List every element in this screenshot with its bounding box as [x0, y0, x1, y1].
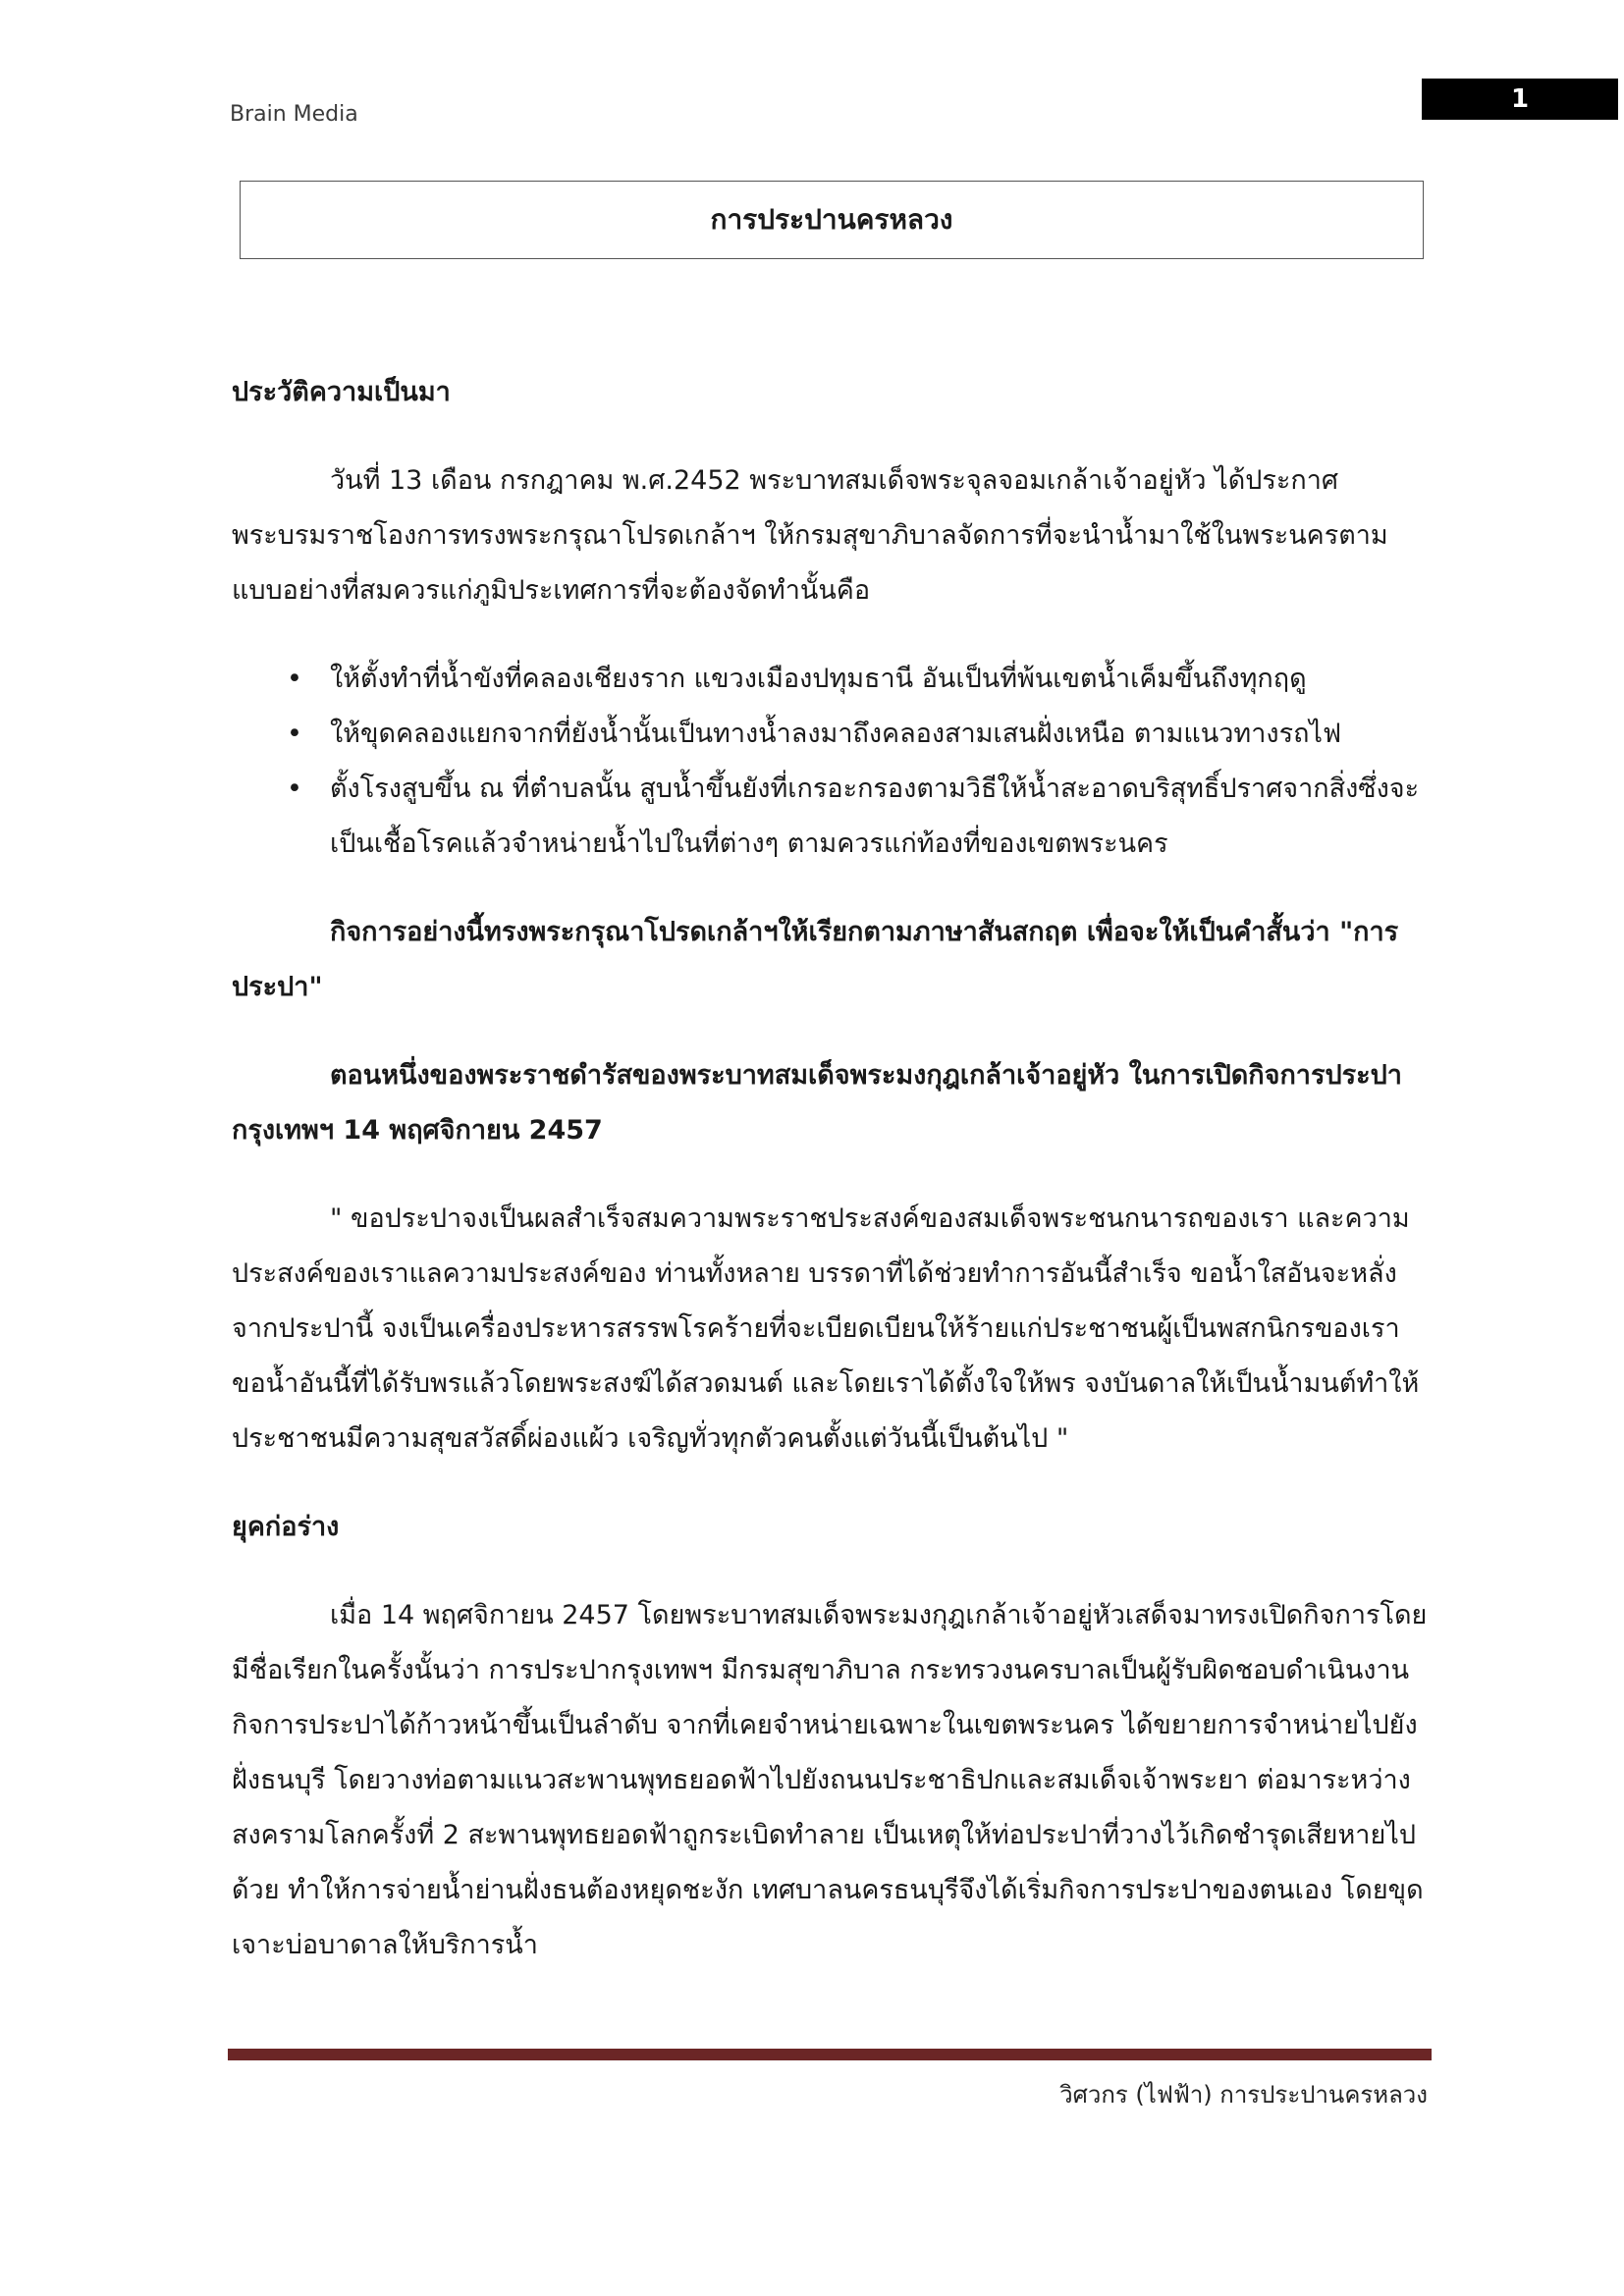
bullet-list	[232, 652, 1428, 872]
royal-speech-quote: " ขอประปาจงเป็นผลสำเร็จสมความพระราชประสงค์ของสมเด็จพระชนกนารถของเรา และความประสงค์ของเราแลความประสงค์ของ ท่านทั้งหลาย บรรดาที่ได้ช่วยทำการอันนี้สำเร็จ ขอน้ำใสอันจะหลั่งจากประปานี้ จงเป็นเครื่องประหารสรรพโรคร้ายที่จะเบียดเบียนให้ร้ายแก่ประชาชนผู้เป็นพสกนิกรของเรา ขอน้ำอันนี้ที่ได้รับพรแล้วโดยพระสงฆ์ได้สวดมนต์ และโดยเราได้ตั้งใจให้พร จงบันดาลให้เป็นน้ำมนต์ทำให้ประชาชนมีความสุขสวัสดิ์ผ่องแผ้ว เจริญทั่วทุกตัวคนตั้งแต่วันนี้เป็นต้นไป "	[232, 1203, 1420, 1454]
naming-paragraph: กิจการอย่างนี้ทรงพระกรุณาโปรดเกล้าฯให้เรียกตามภาษาสันสกฤต เพื่อจะให้เป็นคำสั้นว่า "การประปา"	[232, 917, 1399, 1002]
document-title: การประปานครหลวง	[710, 203, 953, 236]
founding-era-paragraph: เมื่อ 14 พฤศจิกายน 2457 โดยพระบาทสมเด็จพระมงกุฎเกล้าเจ้าอยู่หัวเสด็จมาทรงเปิดกิจการโดยมีชื่อเรียกในครั้งนั้นว่า การประปากรุงเทพฯ มีกรมสุขาภิบาล กระทรวงนครบาลเป็นผู้รับผิดชอบดำเนินงาน กิจการประปาได้ก้าวหน้าขึ้นเป็นลำดับ จากที่เคยจำหน่ายเฉพาะในเขตพระนคร ได้ขยายการจำหน่ายไปยังฝั่งธนบุรี โดยวางท่อตามแนวสะพานพุทธยอดฟ้าไปยังถนนประชาธิปกและสมเด็จเจ้าพระยา ต่อมาระหว่างสงครามโลกครั้งที่ 2 สะพานพุทธยอดฟ้าถูกระเบิดทำลาย เป็นเหตุให้ท่อประปาที่วางไว้เกิดชำรุดเสียหายไปด้วย ทำให้การจ่ายน้ำย่านฝั่งธนต้องหยุดชะงัก เทศบาลนครธนบุรีจึงได้เริ่มกิจการประปาของตนเอง โดยขุดเจาะบ่อบาดาลให้บริการน้ำ	[232, 1600, 1428, 1960]
list-item	[232, 762, 1428, 872]
document-body	[232, 365, 1428, 2006]
bullet-icon: •	[287, 719, 302, 749]
list-item	[232, 707, 1428, 762]
list-item	[232, 652, 1428, 707]
document-title-box	[240, 181, 1424, 259]
section-heading-history: ประวัติความเป็นมา	[232, 377, 451, 407]
bullet-icon: •	[287, 664, 302, 694]
intro-paragraph: วันที่ 13 เดือน กรกฎาคม พ.ศ.2452 พระบาทสมเด็จพระจุลจอมเกล้าเจ้าอยู่หัว ได้ประกาศพระบรมราชโองการทรงพระกรุณาโปรดเกล้าฯ ให้กรมสุขาภิบาลจัดการที่จะนำน้ำมาใช้ในพระนครตามแบบอย่างที่สมควรแก่ภูมิประเทศการที่จะต้องจัดทำนั้นคือ	[232, 465, 1388, 606]
brand-name: Brain Media	[230, 102, 358, 127]
footer-divider	[228, 2049, 1432, 2060]
bullet-icon: •	[287, 774, 302, 804]
speech-intro-paragraph: ตอนหนึ่งของพระราชดำรัสของพระบาทสมเด็จพระมงกุฎเกล้าเจ้าอยู่หัว ในการเปิดกิจการประปากรุงเทพฯ 14 พฤศจิกายน 2457	[232, 1060, 1402, 1146]
section-heading-founding-era: ยุคก่อร่าง	[232, 1512, 340, 1542]
page-number: 1	[1422, 79, 1618, 120]
list-item-text: ให้ขุดคลองแยกจากที่ยังน้ำนั้นเป็นทางน้ำลงมาถึงคลองสามเสนฝั่งเหนือ ตามแนวทางรถไฟ	[330, 719, 1342, 749]
list-item-text: ตั้งโรงสูบขึ้น ณ ที่ตำบลนั้น สูบน้ำขึ้นยังที่เกรอะกรองตามวิธีให้น้ำสะอาดบริสุทธิ์ปราศจากสิ่งซึ่งจะเป็นเชื้อโรคแล้วจำหน่ายน้ำไปในที่ต่างๆ ตามควรแก่ท้องที่ของเขตพระนคร	[330, 774, 1420, 859]
list-item-text: ให้ตั้งทำที่น้ำขังที่คลองเชียงราก แขวงเมืองปทุมธานี อันเป็นที่พ้นเขตน้ำเค็มขึ้นถึงทุกฤดู	[330, 664, 1307, 694]
footer-text: วิศวกร (ไฟฟ้า) การประปานครหลวง	[1059, 2081, 1428, 2109]
